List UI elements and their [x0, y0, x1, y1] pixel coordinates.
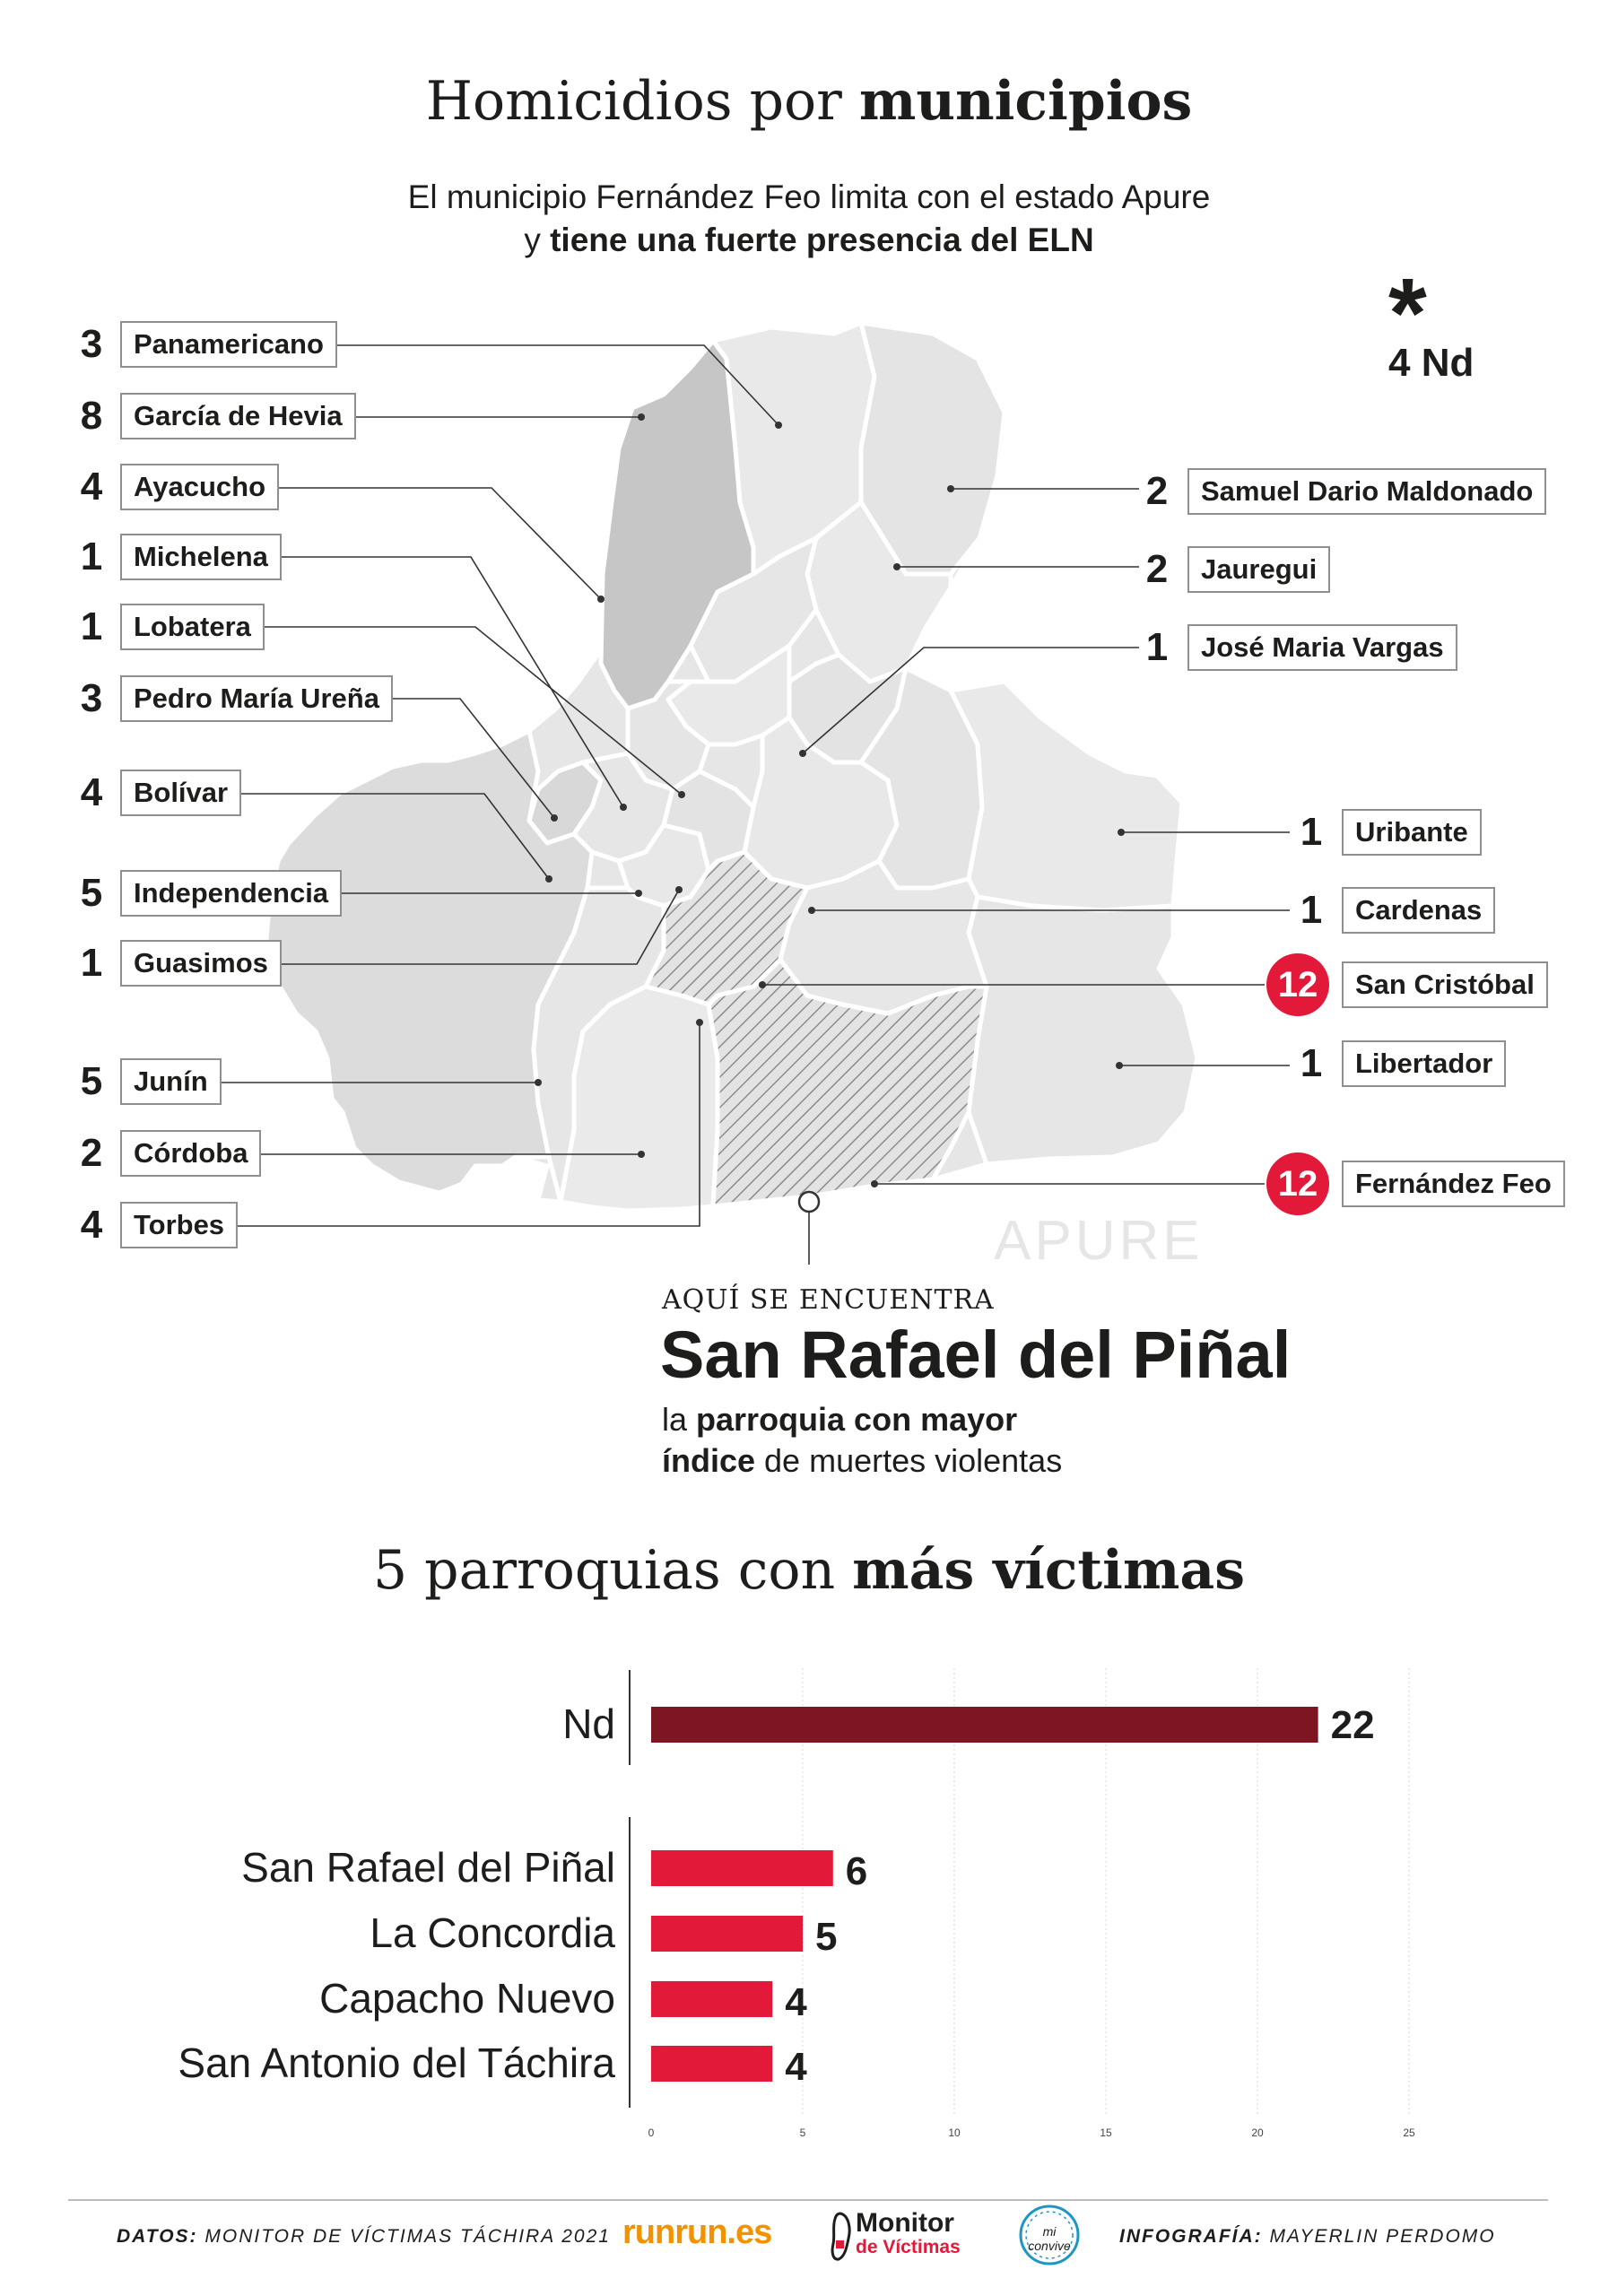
count-uribante: 1	[1300, 810, 1323, 854]
label-michelena: Michelena	[120, 534, 282, 580]
bar	[651, 2046, 772, 2082]
data-label: 4	[785, 2045, 807, 2089]
title-bold: municipios	[858, 70, 1193, 133]
bar	[651, 1850, 833, 1886]
footprint-icon	[827, 2210, 854, 2264]
apure-label: APURE	[994, 1210, 1204, 1272]
count-fernandez-feo: 12	[1266, 1152, 1329, 1215]
x-tick-label: 0	[648, 2126, 655, 2139]
runrunes-text: runrun.es	[622, 2213, 772, 2251]
nd-note: 4 Nd	[1388, 341, 1474, 385]
data-label: 6	[845, 1849, 868, 1893]
infografia-label: INFOGRAFÍA:	[1119, 2226, 1263, 2247]
callout-desc-2: parroquia con mayor	[696, 1401, 1018, 1438]
footer-infografia	[1119, 2226, 1496, 2248]
count-junin: 5	[80, 1059, 103, 1103]
label-junin: Junín	[120, 1058, 222, 1105]
count-lobatera: 1	[80, 604, 103, 648]
label-guasimos: Guasimos	[120, 940, 282, 987]
data-label: 5	[815, 1915, 838, 1959]
x-tick-label: 5	[799, 2126, 806, 2139]
label-panamericano: Panamericano	[120, 321, 337, 368]
de-victimas-text: de Víctimas	[856, 2237, 961, 2257]
count-garcia-de-hevia: 8	[80, 394, 103, 438]
label-bolivar: Bolívar	[120, 770, 241, 816]
label-torbes: Torbes	[120, 1202, 238, 1248]
x-tick-label: 10	[948, 2126, 961, 2139]
count-pedro-maria-urena: 3	[80, 676, 103, 720]
count-jauregui: 2	[1145, 547, 1169, 591]
convive-text: mi convive	[1028, 2224, 1071, 2253]
count-guasimos: 1	[80, 941, 103, 985]
label-independencia: Independencia	[120, 870, 342, 917]
count-michelena: 1	[80, 535, 103, 578]
chart-title-bold: más víctimas	[852, 1539, 1246, 1602]
category-label: San Rafael del Piñal	[241, 1844, 615, 1891]
subtitle-line-2-regular: y	[524, 222, 551, 258]
label-san-cristobal: San Cristóbal	[1342, 961, 1548, 1008]
title-regular: Homicidios por	[425, 70, 859, 133]
credits-label: DATOS:	[117, 2226, 198, 2247]
label-jose-maria-vargas: José Maria Vargas	[1187, 624, 1457, 671]
callout-desc-1: la	[662, 1401, 697, 1438]
footer-divider	[68, 2199, 1548, 2201]
label-lobatera: Lobatera	[120, 604, 265, 650]
count-samuel-dario-maldonado: 2	[1145, 469, 1169, 513]
category-label: Nd	[562, 1700, 615, 1747]
x-tick-label: 15	[1100, 2126, 1112, 2139]
x-tick-label: 25	[1403, 2126, 1415, 2139]
x-tick-label: 20	[1251, 2126, 1264, 2139]
label-libertador: Libertador	[1342, 1040, 1506, 1087]
count-independencia: 5	[80, 871, 103, 915]
label-garcia-de-hevia: García de Hevia	[120, 393, 356, 439]
label-cordoba: Córdoba	[120, 1130, 261, 1177]
callout-desc-3: índice	[662, 1442, 756, 1479]
bar	[651, 1916, 803, 1952]
data-label: 22	[1330, 1703, 1375, 1747]
asterisk-icon: *	[1388, 258, 1427, 369]
label-ayacucho: Ayacucho	[120, 464, 279, 510]
category-label: San Antonio del Táchira	[178, 2039, 615, 2086]
bar	[651, 1981, 772, 2017]
label-samuel-dario-maldonado: Samuel Dario Maldonado	[1187, 468, 1546, 515]
callout-kicker: AQUÍ SE ENCUENTRA	[662, 1284, 995, 1316]
category-label: Capacho Nuevo	[319, 1975, 615, 2022]
callout-desc-4: de muertes violentas	[755, 1442, 1063, 1479]
convive-logo[interactable]	[1015, 2201, 1083, 2274]
label-uribante: Uribante	[1342, 809, 1482, 856]
chart-title-regular: 5 parroquias con	[372, 1539, 853, 1602]
callout-place: San Rafael del Piñal	[660, 1318, 1292, 1392]
data-label: 4	[785, 1980, 807, 2024]
category-label: La Concordia	[370, 1909, 615, 1956]
subtitle-line-2-bold: tiene una fuerte presencia del ELN	[550, 222, 1094, 258]
count-cardenas: 1	[1300, 888, 1323, 932]
count-jose-maria-vargas: 1	[1145, 625, 1169, 669]
subtitle-line-1: El municipio Fernández Feo limita con el estado Apure	[407, 178, 1211, 215]
monitor-text: Monitor	[856, 2208, 954, 2238]
label-fernandez-feo: Fernández Feo	[1342, 1161, 1565, 1207]
count-ayacucho: 4	[80, 465, 103, 509]
footer-credits	[117, 2226, 611, 2248]
runrunes-logo[interactable]	[622, 2213, 771, 2252]
label-cardenas: Cardenas	[1342, 887, 1495, 934]
infografia-text: MAYERLIN PERDOMO	[1262, 2226, 1496, 2247]
label-jauregui: Jauregui	[1187, 546, 1330, 593]
count-cordoba: 2	[80, 1131, 103, 1175]
label-pedro-maria-urena: Pedro María Ureña	[120, 675, 393, 722]
count-torbes: 4	[80, 1203, 103, 1247]
bar	[651, 1707, 1318, 1743]
count-libertador: 1	[1300, 1041, 1323, 1085]
count-bolivar: 4	[80, 770, 103, 814]
credits-text: MONITOR DE VÍCTIMAS TÁCHIRA 2021	[197, 2226, 611, 2247]
count-panamericano: 3	[80, 322, 103, 366]
count-san-cristobal: 12	[1266, 953, 1329, 1016]
